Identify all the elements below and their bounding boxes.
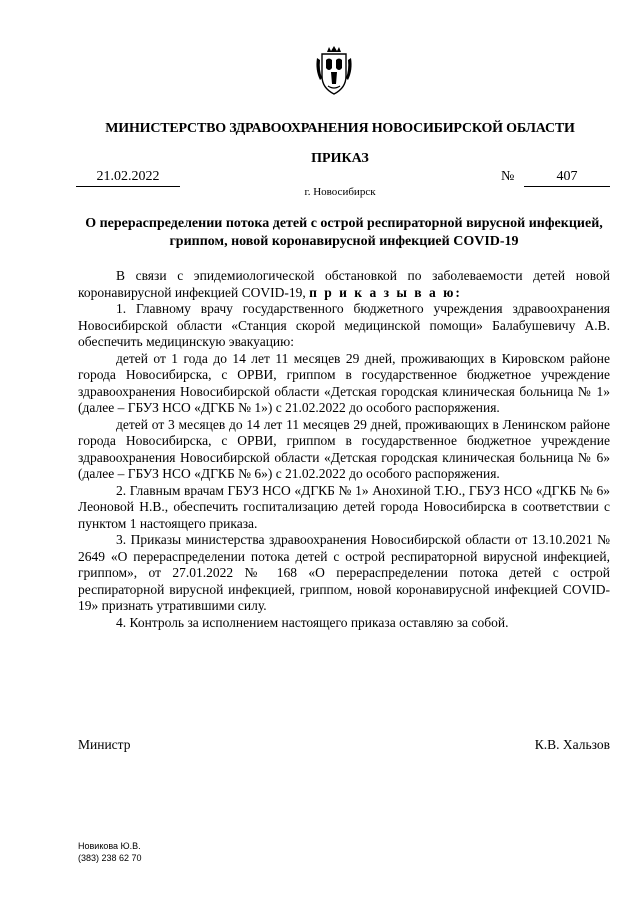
intro-text: В связи с эпидемиологической обстановкой по заболеваемости детей новой коронавирусной инфекцией COVID-19,: [78, 268, 610, 300]
intro-command: п р и к а з ы в а ю:: [309, 284, 462, 300]
executor-name: Новикова Ю.В.: [78, 841, 141, 851]
signer-name: К.В. Хальзов: [534, 737, 610, 752]
paragraph-2: 2. Главным врачам ГБУЗ НСО «ДГКБ № 1» Анохиной Т.Ю., ГБУЗ НСО «ДГКБ № 6» Леоновой Н.В., обеспечить госпитализацию детей города Новосибирска в соответствии с пунктом 1 настоящего приказа.: [78, 482, 610, 531]
order-subject: О перераспределении потока детей с острой респираторной вирусной инфекцией, гриппом, новой коронавирусной инфекцией COVID-19: [85, 216, 603, 249]
city: г. Новосибирск: [304, 186, 376, 198]
signer-position: Министр: [78, 737, 131, 752]
order-body: [78, 268, 610, 631]
order-date: 21.02.2022: [76, 168, 180, 187]
order-number: 407: [524, 168, 610, 187]
coat-of-arms-icon: [314, 46, 354, 96]
ministry-name: МИНИСТЕРСТВО ЗДРАВООХРАНЕНИЯ НОВОСИБИРСКОЙ ОБЛАСТИ: [105, 121, 575, 136]
executor-phone: (383) 238 62 70: [78, 853, 142, 863]
paragraph-1: 1. Главному врачу государственного бюджетного учреждения здравоохранения Новосибирской области «Станция скорой медицинской помощи» Балабушевичу А.В. обеспечить медицинскую эвакуацию:: [78, 301, 610, 349]
number-sign: №: [501, 169, 515, 184]
executor-info: [78, 840, 142, 864]
intro-paragraph: [78, 268, 610, 301]
paragraph-3: 3. Приказы министерства здравоохранения Новосибирской области от 13.10.2021 № 2649 «О перераспределении потока детей с острой респираторной вирусной инфекцией, гриппом», от 27.01.2022 № 168 «О перераспределении потока детей с острой респираторной вирусной инфекцией, гриппом, новой коронавирусной инфекцией COVID-19» признать утратившими силу.: [78, 532, 610, 613]
paragraph-1a: детей от 1 года до 14 лет 11 месяцев 29 дней, проживающих в Кировском районе города Новосибирска, с ОРВИ, гриппом в государственное бюджетное учреждение здравоохранения Новосибирской области «Детская городская клиническая больница № 1» (далее – ГБУЗ НСО «ДГКБ № 1») с 21.02.2022 до особого распоряжения.: [78, 350, 610, 415]
document-type: ПРИКАЗ: [311, 151, 369, 166]
paragraph-1b: детей от 3 месяцев до 14 лет 11 месяцев 29 дней, проживающих в Ленинском районе города Новосибирска, с ОРВИ, гриппом в государственное бюджетное учреждение здравоохранения Новосибирской области «Детская городская клиническая больница № 6» (далее – ГБУЗ НСО «ДГКБ № 6») с 21.02.2022 до особого распоряжения.: [78, 416, 610, 481]
paragraph-4: 4. Контроль за исполнением настоящего приказа оставляю за собой.: [116, 614, 509, 630]
